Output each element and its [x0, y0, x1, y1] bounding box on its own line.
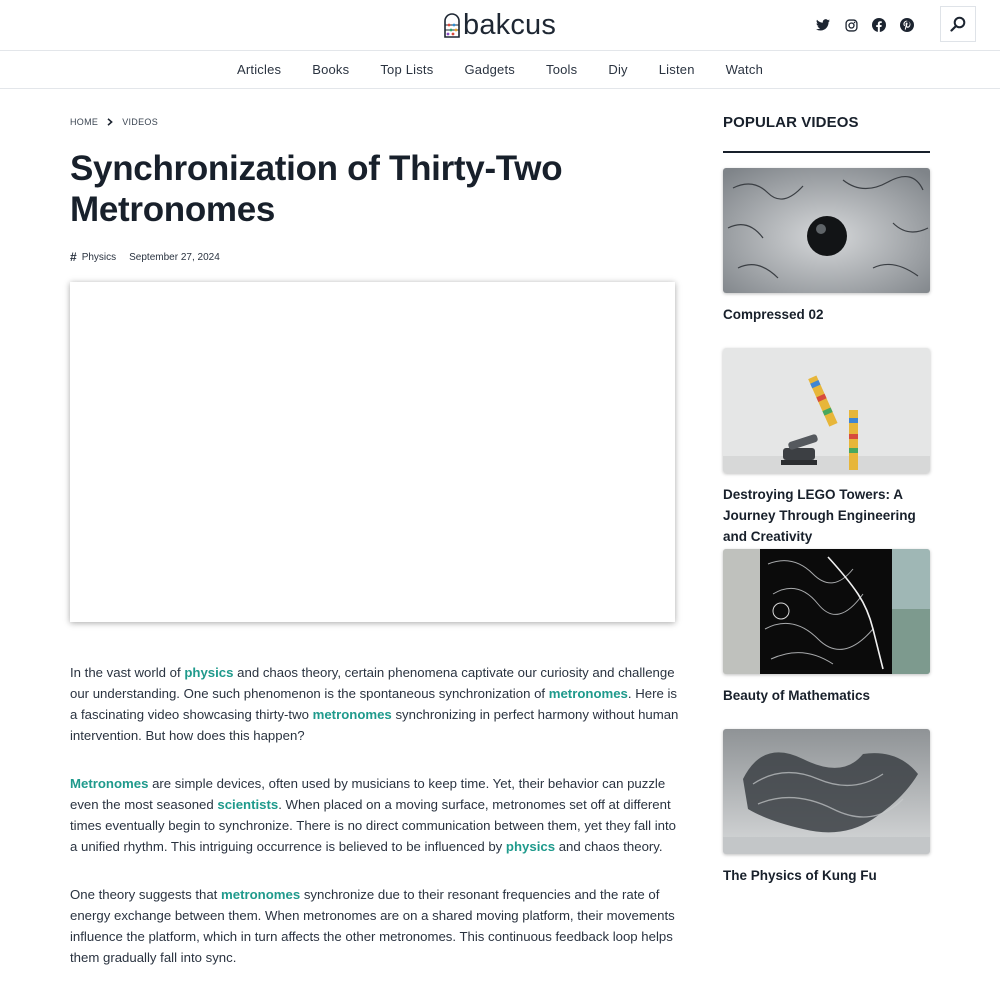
instagram-icon[interactable] — [842, 14, 860, 36]
breadcrumb-videos[interactable]: VIDEOS — [122, 117, 159, 127]
video-embed[interactable] — [70, 282, 675, 622]
social-links — [814, 14, 916, 36]
site-header — [0, 0, 1000, 51]
nav-item-top-lists[interactable]: Top Lists — [380, 62, 434, 77]
video-thumbnail[interactable] — [723, 348, 930, 473]
abacus-logo-icon — [443, 12, 461, 38]
inline-link-metronomes[interactable]: Metronomes — [70, 776, 149, 791]
site-logo[interactable] — [443, 9, 556, 41]
chevron-right-icon — [106, 117, 114, 127]
article-meta — [70, 250, 220, 264]
article-paragraph: One theory suggests that metronomes synchronize due to their resonant frequencies and the rate of energy exchange between them. When metronomes are on a shared moving platform, their movements influence the platform, which in turn affects the other metronomes. This continuous feedback loop helps them gradually fall into sync. — [70, 887, 675, 965]
video-card[interactable] — [723, 729, 930, 886]
video-card[interactable] — [723, 168, 930, 325]
nav-item-tools[interactable]: Tools — [546, 62, 578, 77]
inline-link-physics[interactable]: physics — [184, 665, 234, 680]
facebook-icon[interactable] — [870, 14, 888, 36]
breadcrumb — [70, 117, 158, 127]
nav-item-books[interactable]: Books — [312, 62, 350, 77]
search-icon — [950, 16, 966, 32]
article-date: September 27, 2024 — [129, 251, 220, 263]
twitter-icon[interactable] — [814, 14, 832, 36]
nav-item-listen[interactable]: Listen — [658, 62, 695, 77]
video-thumbnail[interactable] — [723, 729, 930, 854]
nav-item-gadgets[interactable]: Gadgets — [464, 62, 515, 77]
article-paragraph: Metronomes are simple devices, often used by musicians to keep time. Yet, their behavior can puzzle even the most seasoned scientists. When placed on a moving surface, metronomes set off at different times eventually begin to synchronize. There is no direct communication between them, yet they fall into a unified rhythm. This intriguing occurrence is believed to be influenced by physics and chaos theory. — [70, 776, 676, 854]
search-button[interactable] — [940, 6, 976, 42]
article-body — [70, 662, 682, 995]
main-navigation — [0, 51, 1000, 89]
inline-link-physics[interactable]: physics — [505, 839, 556, 854]
popular-videos-sidebar — [723, 110, 930, 883]
video-thumbnail[interactable] — [723, 168, 930, 293]
site-logo-text: bakcus — [463, 9, 557, 41]
video-title[interactable]: The Physics of Kung Fu — [723, 868, 877, 883]
article-category[interactable]: Physics — [81, 251, 117, 263]
video-title[interactable]: Beauty of Mathematics — [723, 688, 871, 703]
video-card[interactable] — [723, 348, 930, 547]
sidebar-heading: POPULAR VIDEOS — [723, 114, 859, 131]
article-title: Synchronization of Thirty-Two Metronomes — [70, 149, 563, 229]
inline-link-metronomes[interactable]: metronomes — [548, 686, 628, 701]
inline-link-metronomes[interactable]: metronomes — [312, 707, 392, 722]
video-card[interactable] — [723, 549, 930, 706]
nav-item-watch[interactable]: Watch — [725, 62, 763, 77]
nav-item-articles[interactable]: Articles — [236, 62, 282, 77]
pinterest-icon[interactable] — [898, 14, 916, 36]
inline-link-scientists[interactable]: scientists — [217, 797, 279, 812]
hashtag-icon: # — [70, 250, 77, 264]
video-title[interactable]: Compressed 02 — [723, 307, 824, 322]
sidebar-divider — [723, 151, 930, 153]
article-paragraph: In the vast world of physics and chaos theory, certain phenomena captivate our curiosity and challenge our understanding. One such phenomenon is the spontaneous synchronization of metronomes. Here is a fascinating video showcasing thirty-two metronomes synchronizing in perfect harmony without human intervention. But how does this happen? — [70, 665, 679, 743]
breadcrumb-home[interactable]: HOME — [70, 117, 99, 127]
inline-link-metronomes[interactable]: metronomes — [221, 887, 301, 902]
nav-item-diy[interactable]: Diy — [608, 62, 628, 77]
video-thumbnail[interactable] — [723, 549, 930, 674]
video-title[interactable]: Destroying LEGO Towers: A Journey Through Engineering and Creativity — [723, 487, 916, 544]
